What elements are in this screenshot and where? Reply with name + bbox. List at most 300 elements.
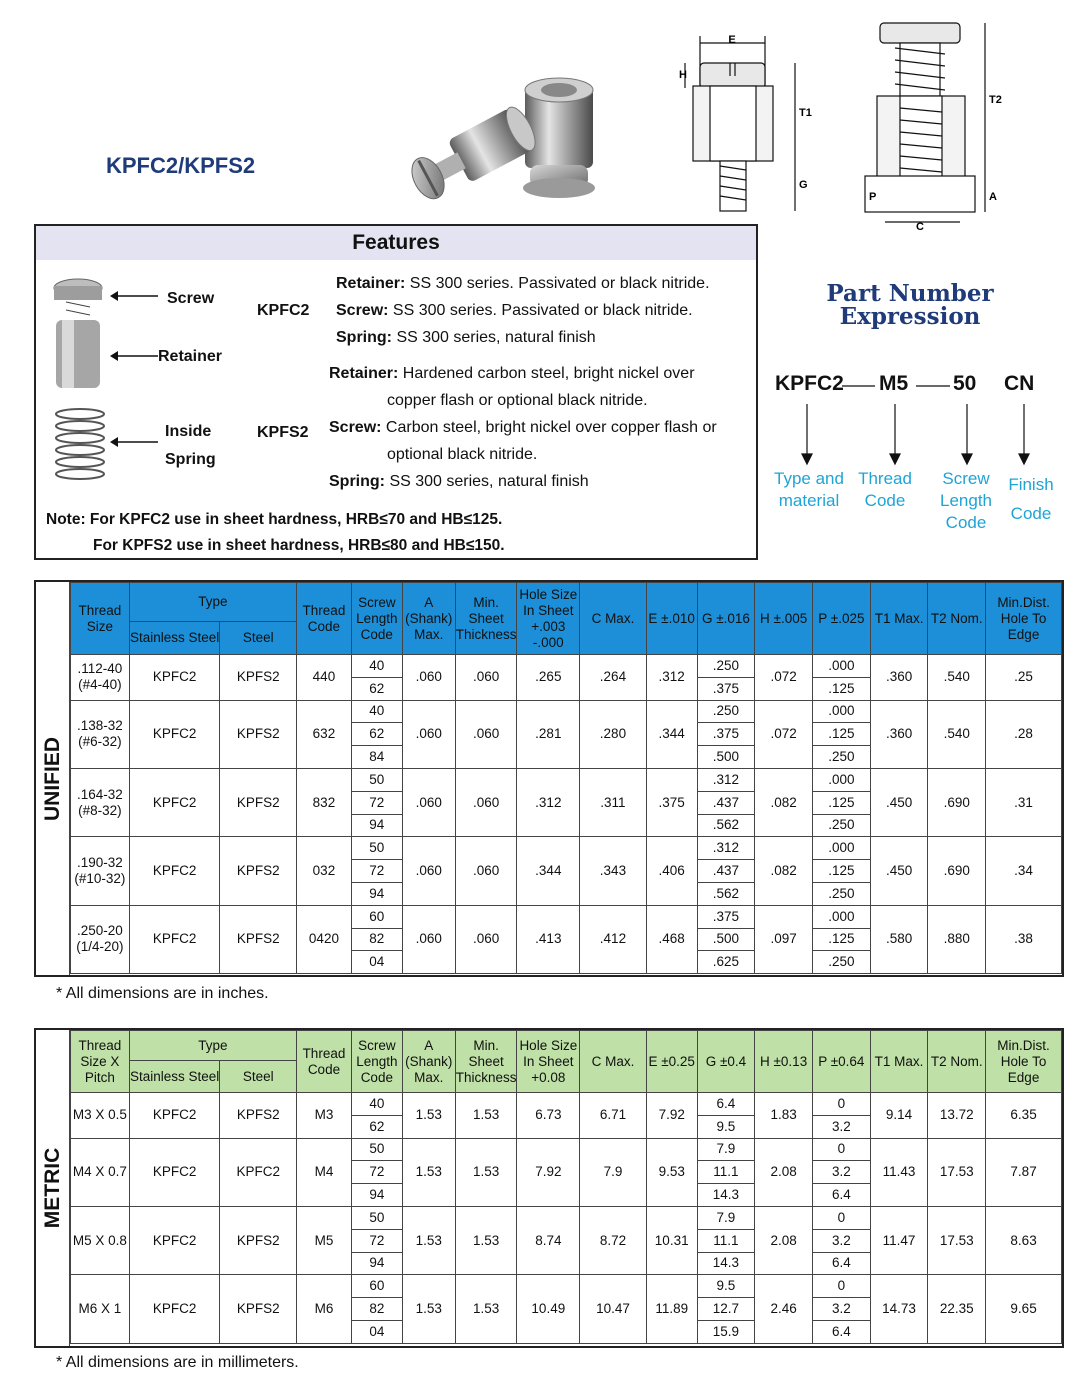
cell-a: .060: [402, 837, 455, 905]
hardness-note-kpfs2: For KPFS2 use in sheet hardness, HRB≤80 and HB≤150.: [93, 537, 505, 554]
cell-h: .072: [755, 655, 813, 701]
cell-h: 2.46: [755, 1275, 813, 1343]
thread-size-alt: (#4-40): [78, 677, 122, 693]
cell-t2: 22.35: [928, 1275, 986, 1343]
cell-p: 3.2: [812, 1229, 870, 1252]
thread-size-alt: (#6-32): [78, 734, 122, 750]
cell-p: .250: [813, 746, 871, 769]
cell-min-dist: 7.87: [986, 1138, 1062, 1206]
th-a: A (Shank) Max.: [402, 1031, 455, 1093]
th-e: E ±0.25: [646, 1031, 697, 1093]
cell-t2: 13.72: [928, 1093, 986, 1139]
table-row: [71, 1138, 1062, 1161]
cell-screw-length: 84: [351, 746, 402, 769]
cell-g: .250: [697, 700, 755, 723]
unified-side-label: UNIFIED: [36, 582, 70, 975]
th-t2: T2 Nom.: [928, 583, 986, 655]
cell-g: .500: [697, 746, 755, 769]
th-a: A (Shank) Max.: [402, 583, 455, 655]
cell-screw-length: 40: [351, 700, 402, 723]
cell-e: 11.89: [646, 1275, 697, 1343]
cell-h: .072: [755, 700, 813, 768]
cell-thread-size: [71, 905, 130, 973]
thread-size-value: M3 X 0.5: [72, 1107, 127, 1123]
hardness-note-kpfc2: Note: For KPFC2 use in sheet hardness, HRB≤70 and HB≤125.: [46, 511, 503, 528]
th-hole-size: Hole Size In Sheet +0.08: [517, 1031, 580, 1093]
cell-steel: KPFS2: [220, 700, 297, 768]
metric-table-frame: [34, 1028, 1064, 1348]
th-c: C Max.: [580, 1031, 647, 1093]
cell-t2: .540: [928, 700, 986, 768]
cell-hole-size: .312: [517, 768, 580, 836]
cell-hole-size: 7.92: [517, 1138, 580, 1206]
th-min-sheet: Min. Sheet Thickness: [455, 1031, 517, 1093]
table-row: [71, 905, 1062, 928]
kpfs2-spec-spring: Spring: SS 300 series, natural finish: [329, 473, 589, 490]
cell-screw-length: 94: [351, 882, 402, 905]
cell-min-sheet: 1.53: [455, 1206, 517, 1274]
cell-min-dist: 8.63: [986, 1206, 1062, 1274]
cell-thread-size: [71, 1206, 130, 1274]
cell-screw-length: 04: [351, 951, 402, 974]
cell-e: .312: [646, 655, 697, 701]
cell-g: .375: [697, 677, 755, 700]
thread-size-value: .250-20: [77, 923, 123, 939]
cell-p: .125: [813, 723, 871, 746]
cell-c: 8.72: [580, 1206, 647, 1274]
thread-size-value: .164-32: [77, 786, 123, 802]
cell-p: 0: [812, 1206, 870, 1229]
dim-label-e: E: [728, 34, 736, 46]
cell-a: 1.53: [402, 1093, 455, 1139]
cell-min-dist: 9.65: [986, 1275, 1062, 1343]
cell-screw-length: 04: [351, 1320, 402, 1343]
cell-thread-code: M5: [297, 1206, 352, 1274]
cell-screw-length: 60: [351, 905, 402, 928]
cell-thread-code: M3: [297, 1093, 352, 1139]
thread-size-value: .112-40: [77, 661, 123, 677]
unified-table-frame: [34, 580, 1064, 977]
cell-min-dist: .34: [986, 837, 1062, 905]
th-type: Type: [129, 1031, 296, 1061]
cell-g: 7.9: [697, 1138, 755, 1161]
th-thread-size: Thread Size X Pitch: [71, 1031, 130, 1093]
cell-steel: KPFS2: [220, 1275, 297, 1343]
th-steel: Steel: [220, 622, 297, 655]
cell-c: .264: [580, 655, 647, 701]
cell-screw-length: 50: [351, 768, 402, 791]
cell-h: 1.83: [755, 1093, 813, 1139]
cell-c: 10.47: [580, 1275, 647, 1343]
cell-min-dist: .28: [986, 700, 1062, 768]
cell-thread-size: [71, 1275, 130, 1343]
cell-e: .375: [646, 768, 697, 836]
cell-h: .082: [755, 768, 813, 836]
kpfc2-spec-list: [336, 270, 710, 351]
cell-hole-size: .265: [517, 655, 580, 701]
cell-p: .125: [813, 928, 871, 951]
cell-g: .562: [697, 882, 755, 905]
cell-p: 0: [812, 1275, 870, 1298]
cell-thread-size: [71, 655, 130, 701]
th-stainless: Stainless Steel: [129, 1061, 220, 1093]
cell-t1: 11.43: [870, 1138, 928, 1206]
dim-label-h: H: [679, 69, 687, 81]
features-box: [34, 224, 758, 560]
th-e: E ±.010: [646, 583, 697, 655]
cell-thread-code: 440: [297, 655, 352, 701]
cell-g: 14.3: [697, 1184, 755, 1207]
cell-t2: .690: [928, 837, 986, 905]
cell-a: .060: [402, 768, 455, 836]
cell-screw-length: 94: [351, 1252, 402, 1275]
captive-screw-photo-icon: [405, 70, 615, 220]
th-c: C Max.: [580, 583, 647, 655]
cell-thread-size: [71, 768, 130, 836]
th-steel: Steel: [220, 1061, 297, 1093]
th-stainless: Stainless Steel: [129, 622, 220, 655]
cell-stainless: KPFC2: [129, 1138, 220, 1206]
cell-g: 7.9: [697, 1206, 755, 1229]
cell-thread-size: [71, 1093, 130, 1139]
th-t1: T1 Max.: [870, 583, 928, 655]
cell-t1: .360: [870, 655, 928, 701]
cell-h: .097: [755, 905, 813, 973]
cell-t1: 14.73: [870, 1275, 928, 1343]
cell-g: 15.9: [697, 1320, 755, 1343]
cell-screw-length: 62: [351, 677, 402, 700]
cell-screw-length: 72: [351, 791, 402, 814]
cell-steel: KPFS2: [220, 1206, 297, 1274]
pn-label-length: Screw Length Code: [940, 469, 992, 532]
cell-g: .500: [697, 928, 755, 951]
cell-t1: .580: [870, 905, 928, 973]
cell-p: .000: [813, 837, 871, 860]
cell-t2: .540: [928, 655, 986, 701]
dim-label-g: G: [799, 179, 808, 191]
cell-c: 6.71: [580, 1093, 647, 1139]
cell-min-sheet: .060: [455, 905, 517, 973]
part-number-title: [800, 282, 1020, 328]
th-h: H ±.005: [755, 583, 813, 655]
kpfs2-spec-screw: Screw: Carbon steel, bright nickel over copper flash or: [329, 419, 717, 436]
cell-steel: KPFS2: [220, 768, 297, 836]
cell-g: 9.5: [697, 1115, 755, 1138]
th-t2: T2 Nom.: [928, 1031, 986, 1093]
cell-e: 7.92: [646, 1093, 697, 1139]
cell-min-sheet: .060: [455, 837, 517, 905]
cell-h: 2.08: [755, 1206, 813, 1274]
cell-p: .125: [813, 791, 871, 814]
cell-t2: 17.53: [928, 1206, 986, 1274]
inside-spring-icon: [52, 406, 108, 481]
retainer-label: Retainer: [158, 348, 223, 365]
kpfc2-spec-retainer: Retainer: SS 300 series. Passivated or black nitride.: [336, 275, 710, 292]
cell-screw-length: 50: [351, 837, 402, 860]
cell-p: 3.2: [812, 1161, 870, 1184]
th-p: P ±.025: [813, 583, 871, 655]
cell-min-dist: 6.35: [986, 1093, 1062, 1139]
unified-footnote: * All dimensions are in inches.: [56, 985, 269, 1002]
inside-label: Inside: [165, 423, 212, 440]
cell-g: 6.4: [697, 1093, 755, 1116]
cell-hole-size: 10.49: [517, 1275, 580, 1343]
cell-min-sheet: 1.53: [455, 1138, 517, 1206]
cell-thread-code: 632: [297, 700, 352, 768]
cell-hole-size: .281: [517, 700, 580, 768]
arrow-left-icon: [110, 436, 160, 448]
th-screw-length: Screw Length Code: [351, 1031, 402, 1093]
metric-footnote: * All dimensions are in millimeters.: [56, 1354, 299, 1371]
cell-p: .125: [813, 677, 871, 700]
table-row: [71, 1206, 1062, 1229]
part-number-title-line1: Part Number: [826, 280, 994, 307]
cell-stainless: KPFC2: [129, 837, 220, 905]
arrow-left-icon: [110, 290, 160, 302]
cell-min-dist: .31: [986, 768, 1062, 836]
kpfc2-code: KPFC2: [257, 302, 310, 319]
cell-screw-length: 40: [351, 655, 402, 678]
cell-stainless: KPFC2: [129, 655, 220, 701]
features-heading: Features: [36, 226, 756, 260]
cell-p: 6.4: [812, 1252, 870, 1275]
pn-code-type: KPFC2: [775, 372, 844, 395]
cell-stainless: KPFC2: [129, 1275, 220, 1343]
th-type: Type: [129, 583, 296, 622]
cell-t1: 11.47: [870, 1206, 928, 1274]
table-row: [71, 837, 1062, 860]
cell-screw-length: 82: [351, 928, 402, 951]
th-min-sheet: Min. Sheet Thickness: [455, 583, 517, 655]
cell-a: 1.53: [402, 1275, 455, 1343]
cell-thread-size: [71, 1138, 130, 1206]
cell-p: .250: [813, 814, 871, 837]
screw-label: Screw: [167, 290, 215, 307]
dim-label-p: P: [869, 191, 877, 203]
kpfs2-spec-retainer-cont: copper flash or optional black nitride.: [387, 392, 648, 409]
th-g: G ±0.4: [697, 1031, 755, 1093]
cell-screw-length: 82: [351, 1298, 402, 1321]
cell-steel: KPFS2: [220, 1093, 297, 1139]
cell-min-sheet: .060: [455, 768, 517, 836]
cell-steel: KPFS2: [220, 837, 297, 905]
cell-hole-size: 8.74: [517, 1206, 580, 1274]
th-screw-length: Screw Length Code: [351, 583, 402, 655]
metric-spec-table: [70, 1030, 1062, 1344]
kpfc2-spec-screw: Screw: SS 300 series. Passivated or black nitride.: [336, 302, 693, 319]
cell-screw-length: 62: [351, 1115, 402, 1138]
kpfs2-spec-retainer: Retainer: Hardened carbon steel, bright nickel over: [329, 365, 695, 382]
thread-size-value: M5 X 0.8: [72, 1232, 127, 1248]
cell-p: 6.4: [812, 1184, 870, 1207]
cell-g: .250: [697, 655, 755, 678]
cell-e: .468: [646, 905, 697, 973]
cell-a: .060: [402, 700, 455, 768]
thread-size-value: M6 X 1: [78, 1301, 122, 1317]
cell-p: 3.2: [812, 1298, 870, 1321]
th-min-dist: Min.Dist. Hole To Edge: [986, 1031, 1062, 1093]
kpfc2-dimension-drawing: [665, 28, 830, 223]
dim-label-c: C: [916, 221, 924, 233]
cell-screw-length: 72: [351, 1229, 402, 1252]
dim-label-a: A: [989, 191, 997, 203]
cell-a: .060: [402, 905, 455, 973]
th-thread-code: Thread Code: [297, 1031, 352, 1093]
pn-code-length: 50: [953, 372, 977, 395]
cell-t1: .450: [870, 768, 928, 836]
cell-screw-length: 50: [351, 1206, 402, 1229]
cell-p: .250: [813, 882, 871, 905]
kpfs2-dimension-drawing: [855, 18, 1015, 233]
cell-screw-length: 94: [351, 1184, 402, 1207]
kpfc2-spec-spring: Spring: SS 300 series, natural finish: [336, 329, 596, 346]
thread-size-alt: (#10-32): [74, 871, 126, 887]
cell-g: 9.5: [697, 1275, 755, 1298]
cell-thread-code: 0420: [297, 905, 352, 973]
th-hole-size: Hole Size In Sheet +.003 -.000: [517, 583, 580, 655]
cell-c: .343: [580, 837, 647, 905]
cell-p: 3.2: [812, 1115, 870, 1138]
th-min-dist: Min.Dist. Hole To Edge: [986, 583, 1062, 655]
pn-code-finish: CN: [1004, 372, 1035, 395]
kpfs2-spec-screw-cont: optional black nitride.: [387, 446, 538, 463]
pn-code-thread: M5: [879, 372, 909, 395]
cell-p: .000: [813, 768, 871, 791]
thread-size-value: M4 X 0.7: [72, 1164, 127, 1180]
th-h: H ±0.13: [755, 1031, 813, 1093]
cell-min-dist: .25: [986, 655, 1062, 701]
cell-t1: 9.14: [870, 1093, 928, 1139]
cell-g: .312: [697, 768, 755, 791]
spring-label: Spring: [165, 451, 216, 468]
pn-label-type: Type and material: [774, 469, 844, 510]
cell-screw-length: 40: [351, 1093, 402, 1116]
cell-screw-length: 60: [351, 1275, 402, 1298]
cell-p: .000: [813, 905, 871, 928]
cell-p: .000: [813, 700, 871, 723]
cell-stainless: KPFC2: [129, 905, 220, 973]
cell-stainless: KPFC2: [129, 1206, 220, 1274]
pn-label-finish: Finish Code: [1008, 475, 1054, 523]
th-p: P ±0.64: [812, 1031, 870, 1093]
metric-side-label: METRIC: [36, 1030, 70, 1346]
cell-thread-code: M4: [297, 1138, 352, 1206]
table-row: [71, 1093, 1062, 1116]
cell-g: 11.1: [697, 1161, 755, 1184]
cell-g: .625: [697, 951, 755, 974]
cell-g: .375: [697, 905, 755, 928]
cell-p: .000: [813, 655, 871, 678]
cell-c: 7.9: [580, 1138, 647, 1206]
cell-hole-size: 6.73: [517, 1093, 580, 1139]
cell-p: 0: [812, 1093, 870, 1116]
cell-min-sheet: .060: [455, 700, 517, 768]
cell-thread-code: 032: [297, 837, 352, 905]
cell-steel: KPFS2: [220, 905, 297, 973]
cell-e: .406: [646, 837, 697, 905]
table-row: [71, 700, 1062, 723]
unified-spec-table: [70, 582, 1062, 974]
cell-p: .250: [813, 951, 871, 974]
dim-label-t1: T1: [799, 107, 812, 119]
cell-h: 2.08: [755, 1138, 813, 1206]
cell-t2: .880: [928, 905, 986, 973]
dim-label-t2: T2: [989, 94, 1002, 106]
table-row: [71, 1275, 1062, 1298]
kpfs2-spec-list: [329, 360, 717, 495]
cell-screw-length: 72: [351, 860, 402, 883]
cell-stainless: KPFC2: [129, 1093, 220, 1139]
cell-screw-length: 72: [351, 1161, 402, 1184]
thread-size-value: .190-32: [77, 855, 123, 871]
cell-t2: 17.53: [928, 1138, 986, 1206]
part-number-connectors: [770, 384, 1060, 469]
th-t1: T1 Max.: [870, 1031, 928, 1093]
cell-steel: KPFC2: [220, 1138, 297, 1206]
cell-thread-code: M6: [297, 1275, 352, 1343]
cell-t2: .690: [928, 768, 986, 836]
cell-screw-length: 50: [351, 1138, 402, 1161]
cell-min-sheet: 1.53: [455, 1275, 517, 1343]
kpfs2-code: KPFS2: [257, 424, 309, 441]
cell-min-dist: .38: [986, 905, 1062, 973]
cell-thread-code: 832: [297, 768, 352, 836]
cell-g: .312: [697, 837, 755, 860]
cell-g: .562: [697, 814, 755, 837]
cell-g: .437: [697, 791, 755, 814]
cell-g: .437: [697, 860, 755, 883]
cell-c: .280: [580, 700, 647, 768]
cell-min-sheet: .060: [455, 655, 517, 701]
cell-c: .311: [580, 768, 647, 836]
cell-screw-length: 62: [351, 723, 402, 746]
cell-g: 12.7: [697, 1298, 755, 1321]
cell-stainless: KPFC2: [129, 700, 220, 768]
cell-t1: .450: [870, 837, 928, 905]
cell-g: .375: [697, 723, 755, 746]
table-row: [71, 655, 1062, 678]
cell-screw-length: 94: [351, 814, 402, 837]
pn-label-thread: Thread Code: [858, 469, 912, 510]
th-g: G ±.016: [697, 583, 755, 655]
thread-size-alt: (1/4-20): [76, 939, 124, 955]
thread-size-value: .138-32: [77, 718, 123, 734]
cell-p: 6.4: [812, 1320, 870, 1343]
cell-e: 10.31: [646, 1206, 697, 1274]
cell-h: .082: [755, 837, 813, 905]
cell-t1: .360: [870, 700, 928, 768]
cell-e: 9.53: [646, 1138, 697, 1206]
cell-p: .125: [813, 860, 871, 883]
th-thread-code: Thread Code: [297, 583, 352, 655]
cell-min-sheet: 1.53: [455, 1093, 517, 1139]
cell-g: 14.3: [697, 1252, 755, 1275]
cell-a: 1.53: [402, 1138, 455, 1206]
cell-thread-size: [71, 837, 130, 905]
cell-stainless: KPFC2: [129, 768, 220, 836]
cell-p: 0: [812, 1138, 870, 1161]
cell-a: 1.53: [402, 1206, 455, 1274]
arrow-left-icon: [110, 350, 160, 362]
cell-steel: KPFS2: [220, 655, 297, 701]
cell-g: 11.1: [697, 1229, 755, 1252]
cell-hole-size: .413: [517, 905, 580, 973]
cell-e: .344: [646, 700, 697, 768]
cell-c: .412: [580, 905, 647, 973]
th-thread-size: Thread Size: [71, 583, 130, 655]
cell-thread-size: [71, 700, 130, 768]
cell-a: .060: [402, 655, 455, 701]
